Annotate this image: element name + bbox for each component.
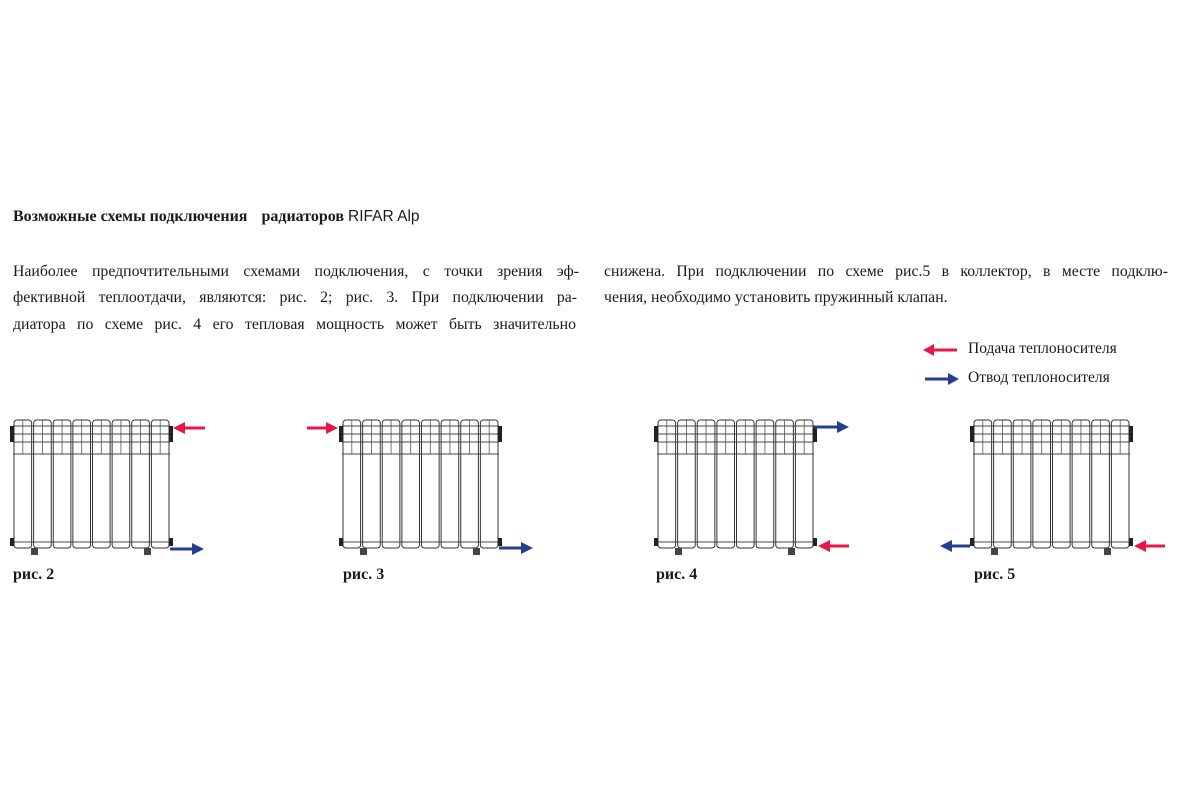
heading-text-2: радиаторов [261,208,345,225]
radiator-fig4 [654,420,817,555]
figure-caption: рис. 4 [656,566,698,583]
return-arrow [170,543,204,555]
paragraph-line: чения, необходимо установить пружинный клапан. [604,289,948,306]
supply-arrow [307,422,338,434]
supply-arrow [1134,540,1165,552]
return-arrow [499,542,533,554]
legend-supply-label: Подача теплоносителя [968,340,1117,357]
radiator-figures [0,400,1200,565]
paragraph-line: фективной теплоотдачи, являются: рис. 2; рис. 3. При подключении ра- [13,289,577,306]
blue-arrow-right-icon [923,372,959,386]
radiator-fig2 [10,420,173,555]
legend-supply [923,338,1183,362]
heading-text: Возможные схемы подключения [13,208,248,225]
red-arrow-left-icon [923,343,959,357]
figure-caption: рис. 2 [13,566,55,583]
supply-arrow [818,540,849,552]
figure-caption: рис. 3 [343,566,385,583]
legend-return-label: Отвод теплоносителя [968,369,1110,386]
paragraph-line: снижена. При подключении по схеме рис.5 в коллектор, в месте подклю- [604,263,1168,280]
radiator-fig3 [339,420,502,555]
paragraph-line: диатора по схеме рис. 4 его тепловая мощность может быть значительно [13,316,576,333]
supply-arrow [173,422,205,434]
return-arrow [940,540,970,552]
paragraph-line: Наиболее предпочтительными схемами подключения, с точки зрения эф- [13,263,579,280]
radiator-fig5 [970,420,1133,555]
figure-caption: рис. 5 [974,566,1016,583]
legend-return [923,367,1183,391]
heading-brand: RIFAR Alp [348,208,420,225]
section-heading [13,206,713,228]
return-arrow [814,421,849,433]
